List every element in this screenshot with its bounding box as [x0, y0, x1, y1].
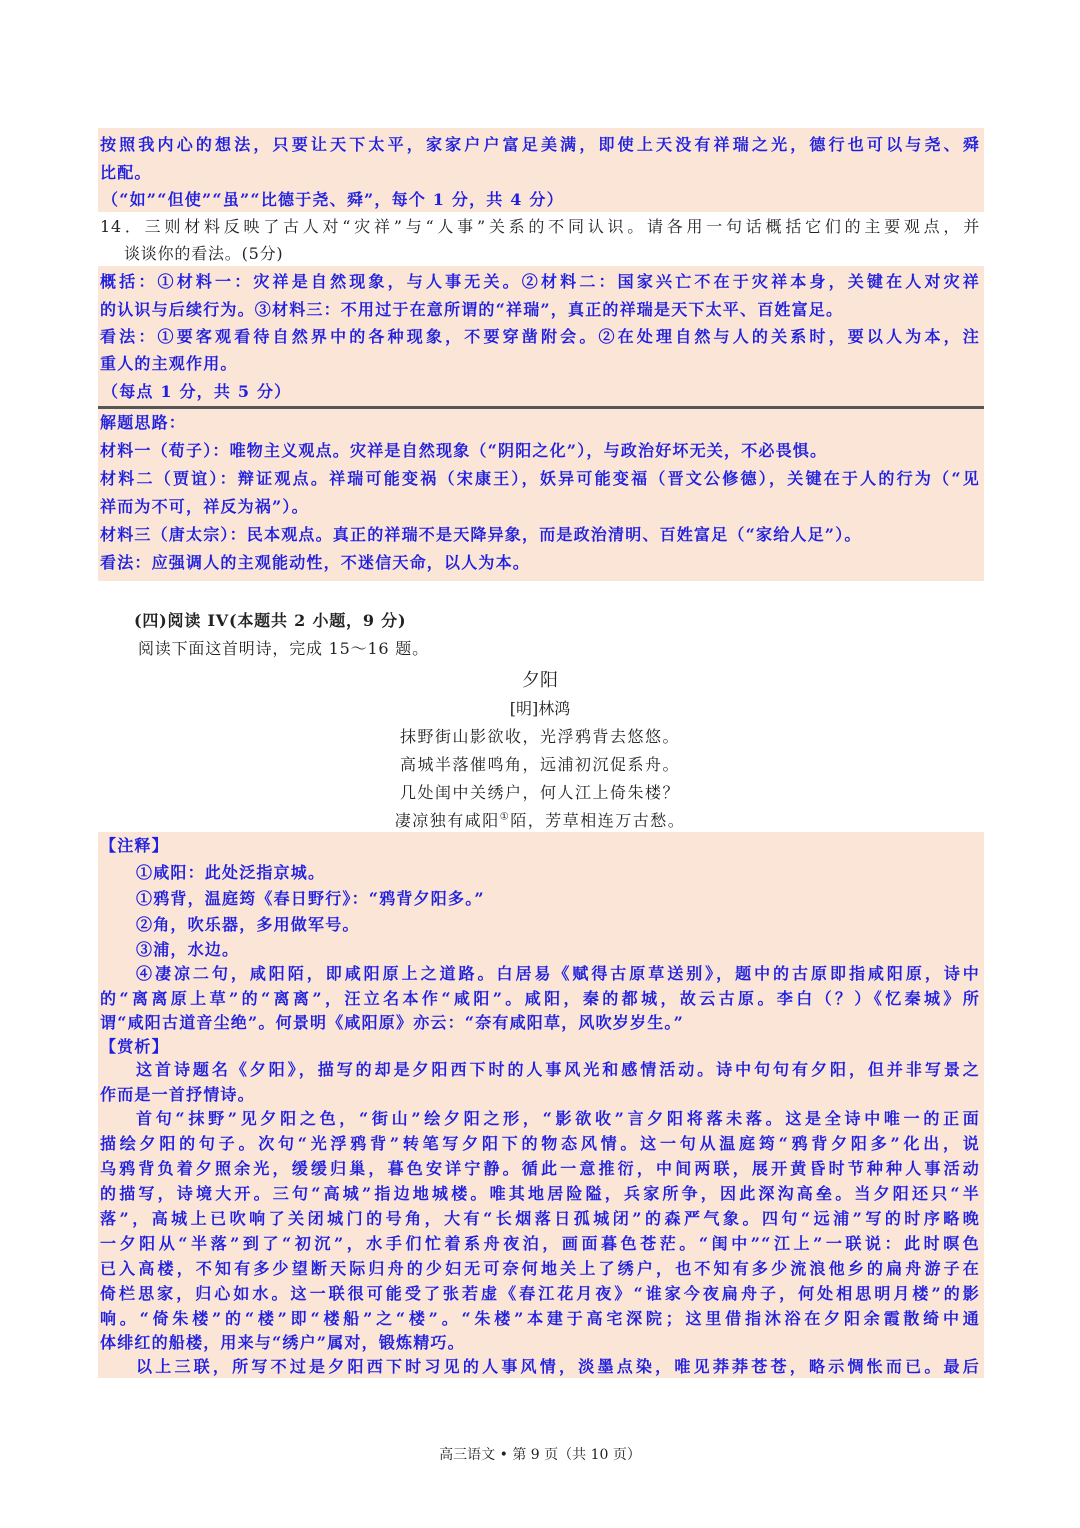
- appreciation-line: 的描写，诗境大开。三句“高城”指边地城楼。唯其地居险隘，兵家所争，因此深沟高垒。当夕阳还只“半: [100, 1184, 980, 1203]
- appreciation-line: 倚栏思家，归心如水。这一联很可能受了张若虚《春江花月夜》“谁家今夜扁舟子，何处相思明月楼”的影: [100, 1284, 980, 1303]
- answer14-line: 看法：①要客观看待自然界中的各种现象，不要穿凿附会。②在处理自然与人的关系时，要以人为本，注: [100, 327, 980, 346]
- poem-line4-part2: 陌，芳草相连万古愁。: [510, 811, 686, 830]
- answer13-line1: 按照我内心的想法，只要让天下太平，家家户户富足美满，即使上天没有祥瑞之光，德行也可以与尧、舜: [100, 135, 980, 154]
- answer13-score: （“如”“但使”“虽”“比德于尧、舜”，每个 1 分，共 4 分）: [102, 190, 564, 209]
- appreciation-line: 已入高楼，不知有多少望断天际归舟的少妇无可奈何地关上了绣户，也不知有多少流浪他乡的扁舟游子在: [100, 1259, 980, 1278]
- answer14-line: 的认识与后续行为。③材料三：不用过于在意所谓的“祥瑞”，真正的祥瑞是天下太平、百姓富足。: [100, 300, 844, 319]
- appreciation-line: 作而是一首抒情诗。: [100, 1085, 255, 1104]
- answer13-line2: 比配。: [100, 163, 152, 182]
- appreciation-line: 首句“抹野”见夕阳之色，“街山”绘夕阳之形，“影欲收”言夕阳将落未落。这是全诗中唯一的正面: [136, 1109, 980, 1128]
- page-footer: 高三语文 • 第 9 页（共 10 页）: [439, 1447, 641, 1463]
- poem-line: 几处闺中关绣户，何人江上倚朱楼？: [399, 783, 680, 802]
- poem-line: 高城半落催鸣角，远浦初沉促系舟。: [399, 755, 680, 774]
- appreciation-line: 落”，高城上已吹响了关闭城门的号角，大有“长烟落日孤城闭”的森严气象。四句“远浦”写的时序略晚: [100, 1209, 980, 1228]
- appreciation-line: 体绯红的船楼，用来与“绣户”属对，锻炼精巧。: [100, 1333, 465, 1352]
- answer14-line: 概括：①材料一：灾祥是自然现象，与人事无关。②材料二：国家兴亡不在于灾祥本身，关键在人对灾祥: [100, 272, 980, 291]
- appreciation-line: 响。“倚朱楼”的“楼”即“楼船”之“楼”。“朱楼”本建于高宅深院；这里借指沐浴在夕阳余霞散绮中通: [100, 1309, 980, 1328]
- analysis-line: 祥而为不可，祥反为祸”）。: [100, 497, 309, 516]
- poem-line: 抹野街山影欲收，光浮鸦背去悠悠。: [399, 727, 680, 746]
- analysis-title: 解题思路：: [100, 413, 187, 432]
- poem-line4-part1: 凄凉独有咸阳: [394, 811, 500, 830]
- appreciation-line: 描绘夕阳的句子。次句“光浮鸦背”转笔写夕阳下的物态风情。这一句从温庭筠“鸦背夕阳多”化出，说: [100, 1134, 980, 1153]
- notes-line: 谓“咸阳古道音尘绝”。何景明《咸阳原》亦云：“奈有咸阳草，风吹岁岁生。”: [100, 1013, 685, 1032]
- appreciation-line: 这首诗题名《夕阳》，描写的却是夕阳西下时的人事风光和感情活动。诗中句句有夕阳，但并非写景之: [136, 1060, 980, 1079]
- notes-line: ③浦，水边。: [136, 940, 240, 959]
- notes-line: 的“离离原上草”的“离离”，汪立名本作“咸阳”。咸阳，秦的都城，故云古原。李白（？）《忆秦城》所: [100, 989, 980, 1008]
- question14-line2: 谈谈你的看法。(5分): [124, 244, 284, 263]
- section4-instruction: 阅读下面这首明诗，完成 15～16 题。: [138, 639, 429, 658]
- notes-line: ①咸阳：此处泛指京城。: [136, 863, 326, 882]
- analysis-line: 材料一（荀子）：唯物主义观点。灾祥是自然现象（“阴阳之化”），与政治好坏无关，不必畏惧。: [100, 441, 828, 460]
- poem-author: [明]林鸿: [509, 699, 571, 718]
- notes-title: 【注释】: [100, 836, 169, 855]
- notes-line: ④凄凉二句，咸阳陌，即咸阳原上之道路。白居易《赋得古原草送别》，题中的古原即指咸阳原，诗中: [136, 964, 980, 983]
- question14-line1: 14．三则材料反映了古人对“灾祥”与“人事”关系的不同认识。请各用一句话概括它们的主要观点，并: [100, 217, 980, 236]
- poem-line: [0, 808, 1080, 831]
- poem-title: 夕阳: [522, 670, 558, 691]
- notes-line: ②角，吹乐器，多用做军号。: [136, 915, 360, 934]
- answer14-line: 重人的主观作用。: [100, 354, 238, 373]
- analysis-line: 材料三（唐太宗）：民本观点。真正的祥瑞不是天降异象，而是政治清明、百姓富足（“家给人足”）。: [100, 525, 862, 544]
- footnote-marker: ①: [499, 811, 511, 823]
- appreciation-line: 一夕阳从“半落”到了“初沉”，水手们忙着系舟夜泊，画面暮色苍茫。“闺中”“江上”一联说：此时暝色: [100, 1234, 980, 1253]
- answer14-score: （每点 1 分，共 5 分）: [102, 382, 292, 401]
- section4-heading: (四)阅读 IV(本题共 2 小题，9 分): [134, 611, 407, 630]
- appreciation-line: 乌鸦背负着夕照余光，缓缓归巢，暮色安详宁静。循此一意推衍，中间两联，展开黄昏时节种种人事活动: [100, 1159, 980, 1178]
- notes-line: ①鸦背，温庭筠《春日野行》：“鸦背夕阳多。”: [136, 889, 485, 908]
- analysis-line: 看法：应强调人的主观能动性，不迷信天命，以人为本。: [100, 553, 531, 572]
- appreciation-title: 【赏析】: [100, 1037, 169, 1056]
- appreciation-line: 以上三联，所写不过是夕阳西下时习见的人事风情，淡墨点染，唯见莽莽苍苍，略示惆怅而已。最后: [136, 1357, 980, 1376]
- analysis-line: 材料二（贾谊）：辩证观点。祥瑞可能变祸（宋康王），妖异可能变福（晋文公修德），关键在于人的行为（“见: [100, 469, 980, 488]
